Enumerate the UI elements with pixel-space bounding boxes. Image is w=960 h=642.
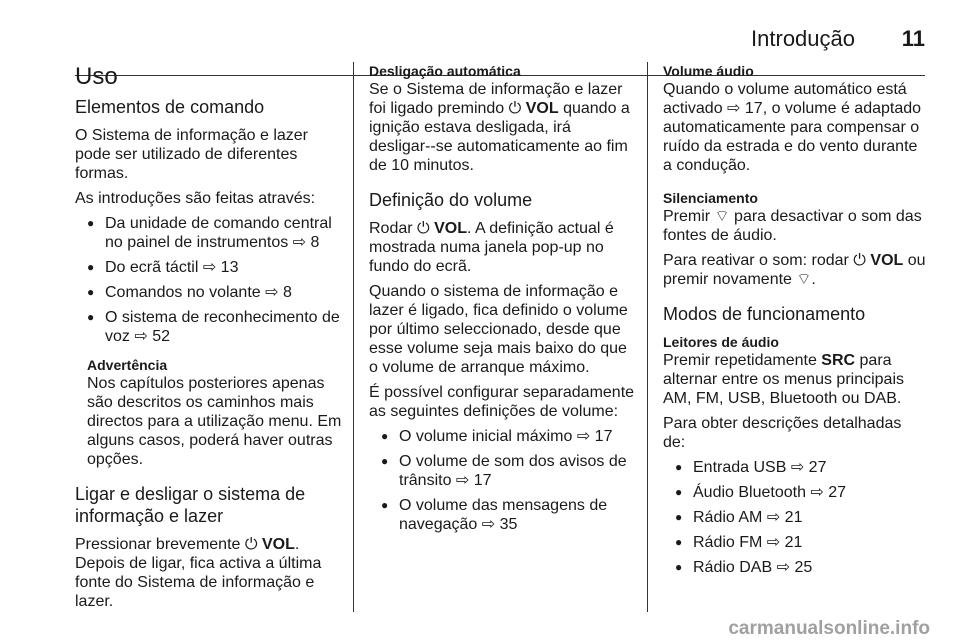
list-item: ● Da unidade de comando central no painel de instrumentos ⇨ 8 [75, 214, 345, 252]
text: para alternar entre os menus principais AM, FM, USB, Bluetooth ou DAB. [663, 352, 905, 407]
note-text: Nos capítulos posteriores apenas são descritos os caminhos mais directos para a utilização menu. Em alguns casos, poderá haver outras opções. [87, 375, 342, 468]
heading-silenciamento: Silenciamento [663, 190, 758, 206]
paragraph: O Sistema de informação e lazer pode ser utilizado de diferentes formas. [75, 127, 308, 182]
vol-key-label: VOL [525, 100, 559, 117]
paragraph [369, 80, 636, 175]
paragraph: Premir ⌔ para desactivar o som das fontes de áudio. [663, 208, 922, 244]
note-title: Advertência [87, 357, 168, 373]
bullet-list [369, 427, 636, 534]
column-2 [369, 62, 636, 540]
bullet-list [663, 458, 928, 577]
paragraph [663, 351, 928, 408]
heading-volume-audio: Volume áudio [663, 63, 754, 79]
column-divider [353, 62, 354, 612]
heading-uso: Uso [75, 63, 118, 90]
column-3 [663, 62, 928, 583]
list-item: ● O volume inicial máximo ⇨ 17 [369, 427, 636, 446]
text: Premir repetidamente [663, 352, 822, 369]
heading-elementos-de-comando: Elementos de comando [75, 97, 265, 117]
src-key-label: SRC [821, 352, 856, 369]
heading-modos-de-funcionamento: Modos de funcionamento [663, 304, 866, 324]
text: quando a ignição estava desligada, irá desligar--se automaticamente ao fim de 10 minutos. [369, 100, 630, 174]
list-item: ● Rádio AM ⇨ 21 [663, 508, 928, 527]
list-item: ● O sistema de reconhecimento de voz ⇨ 52 [75, 308, 345, 346]
column-1 [75, 62, 345, 617]
paragraph [75, 535, 345, 611]
column-divider [647, 62, 648, 612]
list-item: ● O volume de som dos avisos de trânsito ⇨ 17 [369, 452, 636, 490]
paragraph [663, 251, 928, 289]
text: ou premir novamente ⌔. [663, 252, 926, 288]
paragraph: Quando o volume automático está activado ⇨ 17, o volume é adaptado automaticamente para compensar o ruído da estrada e do vento durante a condução. [663, 81, 922, 174]
text: Pressionar brevemente ⏻ [75, 536, 262, 553]
list-item: ● Rádio FM ⇨ 21 [663, 533, 928, 552]
vol-key-label: VOL [261, 536, 295, 553]
paragraph: Para obter descrições detalhadas de: [663, 415, 902, 451]
note-box [75, 356, 345, 469]
list-item: ● Áudio Bluetooth ⇨ 27 [663, 483, 928, 502]
heading-ligar-desligar: Ligar e desligar o sistema de informação e lazer [75, 484, 306, 526]
list-item: ● Rádio DAB ⇨ 25 [663, 558, 928, 577]
paragraph: É possível configurar separadamente as seguintes definições de volume: [369, 384, 635, 420]
paragraph: As introduções são feitas através: [75, 190, 316, 207]
heading-leitores-de-audio: Leitores de áudio [663, 334, 779, 350]
list-item: ● O volume das mensagens de navegação ⇨ 35 [369, 496, 636, 534]
text: . A definição actual é mostrada numa janela pop-up no fundo do ecrã. [369, 220, 614, 275]
vol-key-label: VOL [434, 220, 468, 237]
paragraph [369, 219, 636, 276]
text: Para reativar o som: rodar ⏻ [663, 252, 871, 269]
text: Rodar ⏻ [369, 220, 435, 237]
heading-definicao-do-volume: Definição do volume [369, 190, 533, 210]
heading-desligacao-automatica: Desligação automática [369, 63, 521, 79]
paragraph: Quando o sistema de informação e lazer é ligado, fica definido o volume por último seleccionado, desde que esse volume seja mais baixo do que o volume de arranque máximo. [369, 283, 628, 376]
text: Se o Sistema de informação e lazer foi ligado premindo ⏻ [369, 81, 623, 117]
list-item: ● Do ecrã táctil ⇨ 13 [75, 258, 345, 277]
list-item: ● Entrada USB ⇨ 27 [663, 458, 928, 477]
page-header [75, 26, 925, 60]
section-title: Introdução [751, 26, 855, 51]
page-number: 11 [901, 26, 925, 51]
list-item: ● Comandos no volante ⇨ 8 [75, 283, 345, 302]
text: . Depois de ligar, fica activa a última fonte do Sistema de informação e lazer. [75, 536, 322, 610]
watermark: carmanualsonline.info [728, 618, 930, 639]
vol-key-label: VOL [870, 252, 904, 269]
bullet-list [75, 214, 345, 346]
